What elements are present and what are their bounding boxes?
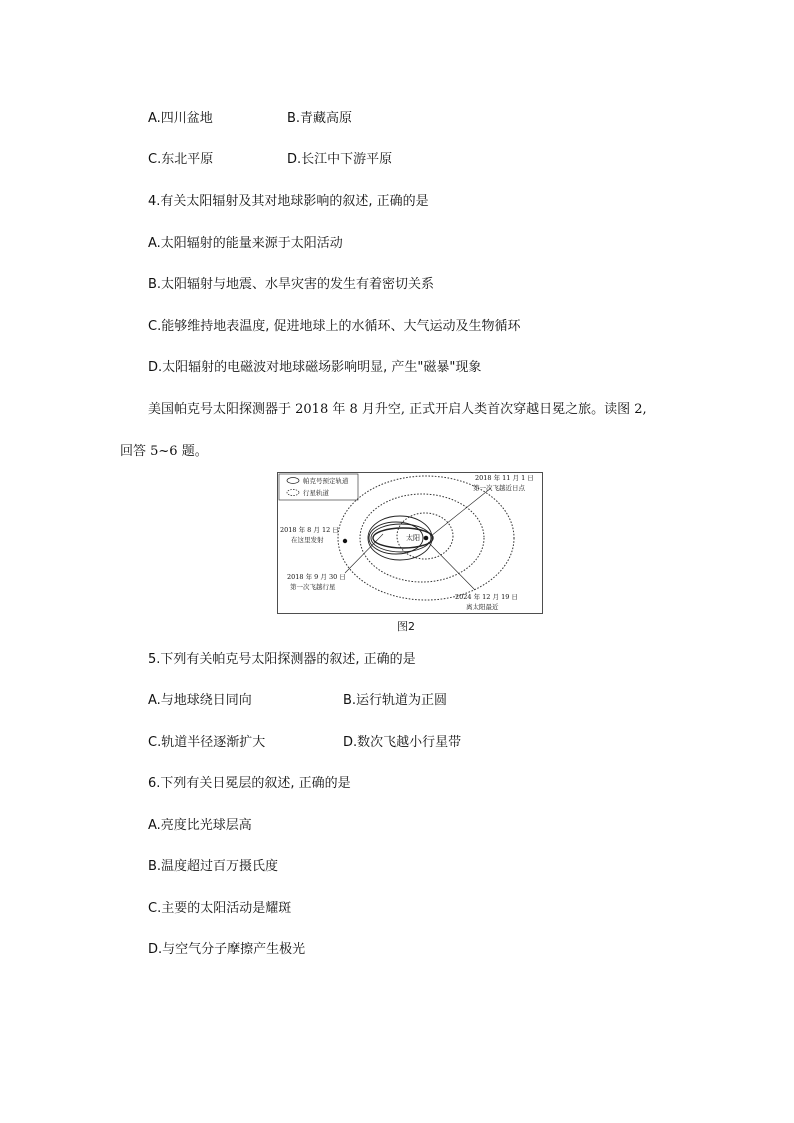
closest-date-label: 2024 年 12 月 19 日 [455, 593, 518, 601]
q5-option-d: D.数次飞越小行星带 [343, 735, 462, 750]
q3-option-c: C.东北平原 [148, 152, 214, 167]
orbit-diagram [277, 472, 543, 614]
launch-point [343, 539, 347, 543]
intro-line-1: 美国帕克号太阳探测器于 2018 年 8 月升空, 正式开启人类首次穿越日冕之旅。读图 2, [148, 402, 647, 417]
orbit-figure [277, 472, 543, 614]
q4-option-b: B.太阳辐射与地震、水旱灾害的发生有着密切关系 [148, 277, 435, 292]
q4-stem: 4.有关太阳辐射及其对地球影响的叙述, 正确的是 [148, 194, 429, 209]
legend-probe-label: 帕克号预定轨道 [303, 477, 349, 485]
q4-option-a: A.太阳辐射的能量来源于太阳活动 [148, 236, 343, 251]
legend-planet-label: 行星轨道 [303, 489, 329, 497]
q5-option-a: A.与地球绕日同向 [148, 693, 252, 708]
sun-dot [424, 536, 429, 541]
sun-label: 太阳 [406, 534, 420, 542]
launch-date-label: 2018 年 8 月 12 日 [280, 526, 339, 534]
q4-option-c: C.能够维持地表温度, 促进地球上的水循环、大气运动及生物循环 [148, 319, 521, 334]
flyby-date-label: 2018 年 9 月 30 日 [287, 573, 346, 581]
q6-option-d: D.与空气分子摩擦产生极光 [148, 942, 306, 957]
q6-option-b: B.温度超过百万摄氏度 [148, 859, 279, 874]
q6-stem: 6.下列有关日冕层的叙述, 正确的是 [148, 776, 351, 791]
q3-option-d: D.长江中下游平原 [287, 152, 393, 167]
closest-text-label: 离太阳最近 [466, 603, 499, 611]
q5-option-b: B.运行轨道为正圆 [343, 693, 448, 708]
q3-option-a: A.四川盆地 [148, 111, 213, 126]
q6-option-a: A.亮度比光球层高 [148, 818, 252, 833]
q3-option-b: B.青藏高原 [287, 111, 353, 126]
q4-option-d: D.太阳辐射的电磁波对地球磁场影响明显, 产生"磁暴"现象 [148, 360, 482, 375]
q5-stem: 5.下列有关帕克号太阳探测器的叙述, 正确的是 [148, 652, 416, 667]
perihelion-text-label: 第一次飞越近日点 [473, 484, 525, 492]
q5-option-c: C.轨道半径逐渐扩大 [148, 735, 266, 750]
q6-option-c: C.主要的太阳活动是耀斑 [148, 901, 292, 916]
intro-line-2: 回答 5~6 题。 [120, 444, 208, 459]
perihelion-date-label: 2018 年 11 月 1 日 [475, 474, 534, 482]
figure-caption: 图2 [397, 620, 415, 633]
launch-text-label: 在这里发射 [291, 536, 324, 544]
flyby-text-label: 第一次飞越行星 [290, 583, 336, 591]
